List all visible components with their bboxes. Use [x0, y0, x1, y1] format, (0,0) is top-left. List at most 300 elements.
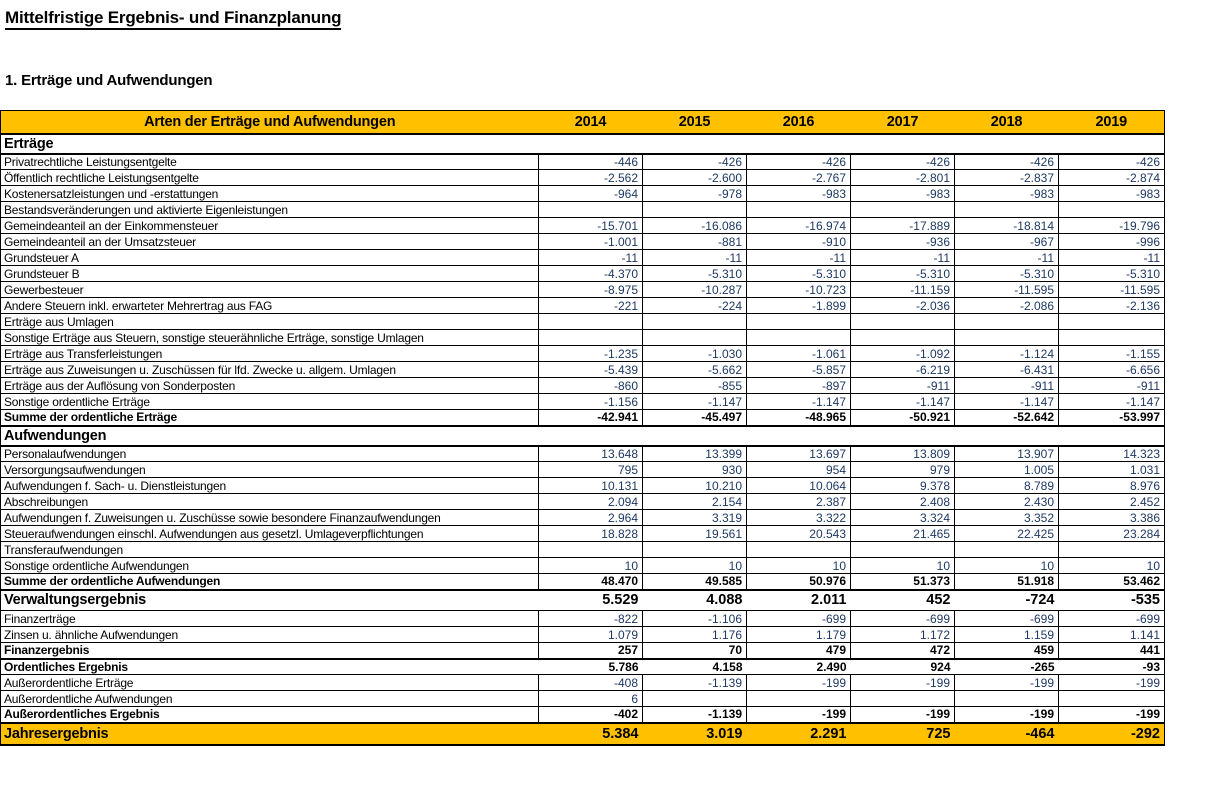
row-label: Erträge aus Zuweisungen u. Zuschüssen für lfd. Zwecke u. allgem. Umlagen: [1, 362, 539, 378]
cell-value: 2.291: [747, 723, 851, 745]
row-label: Gewerbesteuer: [1, 282, 539, 298]
cell-value: -8.975: [539, 282, 643, 298]
cell-value: -983: [955, 186, 1059, 202]
cell-value: 10: [955, 558, 1059, 574]
row-label: Abschreibungen: [1, 494, 539, 510]
cell-value: -16.086: [643, 218, 747, 234]
cell-value: -1.106: [643, 611, 747, 627]
cell-value: -2.801: [851, 170, 955, 186]
cell-value: 10: [539, 558, 643, 574]
row-label: Transferaufwendungen: [1, 542, 539, 558]
cell-value: -2.036: [851, 298, 955, 314]
cell-value: 48.470: [539, 574, 643, 590]
cell-value: -2.562: [539, 170, 643, 186]
cell-value: 23.284: [1059, 526, 1165, 542]
cell-value: -224: [643, 298, 747, 314]
cell-value: -2.136: [1059, 298, 1165, 314]
cell-value: -964: [539, 186, 643, 202]
cell-value: 3.019: [643, 723, 747, 745]
cell-value: -910: [747, 234, 851, 250]
cell-value: -1.147: [747, 394, 851, 410]
cell-value: 2.430: [955, 494, 1059, 510]
cell-value: -1.156: [539, 394, 643, 410]
cell-value: -5.310: [747, 266, 851, 282]
cell-value: 8.789: [955, 478, 1059, 494]
cell-value: 10.210: [643, 478, 747, 494]
row-label: Aufwendungen f. Zuweisungen u. Zuschüsse sowie besondere Finanzaufwendungen: [1, 510, 539, 526]
cell-value: 6: [539, 691, 643, 707]
table-header-label: Arten der Erträge und Aufwendungen: [1, 111, 539, 134]
cell-value: [851, 314, 955, 330]
year-column-header: 2014: [539, 111, 643, 134]
cell-value: -402: [539, 707, 643, 723]
row-label: Personalaufwendungen: [1, 446, 539, 462]
cell-value: -426: [643, 154, 747, 170]
table-row: [1, 526, 1165, 542]
cell-value: -199: [747, 675, 851, 691]
cell-value: [747, 314, 851, 330]
cell-value: -42.941: [539, 410, 643, 426]
cell-value: 1.179: [747, 627, 851, 643]
cell-value: [1059, 691, 1165, 707]
cell-value: -10.287: [643, 282, 747, 298]
table-row: [1, 558, 1165, 574]
year-column-header: 2017: [851, 111, 955, 134]
cell-value: -2.837: [955, 170, 1059, 186]
row-label: Erträge: [1, 134, 539, 154]
row-label: Öffentlich rechtliche Leistungsentgelte: [1, 170, 539, 186]
cell-value: 452: [851, 590, 955, 611]
cell-value: -5.857: [747, 362, 851, 378]
table-row: [1, 218, 1165, 234]
cell-value: -1.001: [539, 234, 643, 250]
table-row: [1, 314, 1165, 330]
table-row: [1, 170, 1165, 186]
cell-value: -983: [851, 186, 955, 202]
cell-value: -11: [1059, 250, 1165, 266]
cell-value: -11: [955, 250, 1059, 266]
cell-value: [643, 202, 747, 218]
cell-value: -426: [747, 154, 851, 170]
table-row: [1, 346, 1165, 362]
cell-value: -2.600: [643, 170, 747, 186]
cell-value: -699: [1059, 611, 1165, 627]
table-row: [1, 446, 1165, 462]
cell-value: 795: [539, 462, 643, 478]
table-row: [1, 202, 1165, 218]
cell-value: [955, 134, 1059, 154]
cell-value: -699: [955, 611, 1059, 627]
cell-value: [747, 330, 851, 346]
cell-value: -10.723: [747, 282, 851, 298]
cell-value: -860: [539, 378, 643, 394]
table-row: [1, 723, 1165, 745]
cell-value: [747, 134, 851, 154]
cell-value: -52.642: [955, 410, 1059, 426]
year-column-header: 2016: [747, 111, 851, 134]
row-label: Finanzergebnis: [1, 643, 539, 659]
cell-value: 14.323: [1059, 446, 1165, 462]
cell-value: -16.974: [747, 218, 851, 234]
row-label: Summe der ordentliche Erträge: [1, 410, 539, 426]
cell-value: -996: [1059, 234, 1165, 250]
cell-value: -1.147: [643, 394, 747, 410]
cell-value: 2.964: [539, 510, 643, 526]
cell-value: -983: [747, 186, 851, 202]
cell-value: 1.031: [1059, 462, 1165, 478]
cell-value: -50.921: [851, 410, 955, 426]
cell-value: 10: [643, 558, 747, 574]
cell-value: -446: [539, 154, 643, 170]
table-row: [1, 574, 1165, 590]
cell-value: 51.918: [955, 574, 1059, 590]
cell-value: -978: [643, 186, 747, 202]
cell-value: -1.030: [643, 346, 747, 362]
cell-value: [539, 134, 643, 154]
cell-value: 10: [851, 558, 955, 574]
cell-value: -5.310: [851, 266, 955, 282]
table-row: [1, 510, 1165, 526]
year-column-header: 2018: [955, 111, 1059, 134]
cell-value: 472: [851, 643, 955, 659]
cell-value: -426: [851, 154, 955, 170]
table-row: [1, 330, 1165, 346]
cell-value: [643, 542, 747, 558]
table-row: [1, 691, 1165, 707]
cell-value: 8.976: [1059, 478, 1165, 494]
cell-value: [1059, 426, 1165, 446]
row-label: Zinsen u. ähnliche Aufwendungen: [1, 627, 539, 643]
cell-value: -1.139: [643, 675, 747, 691]
row-label: Sonstige Erträge aus Steuern, sonstige steuerähnliche Erträge, sonstige Umlagen: [1, 330, 539, 346]
cell-value: 3.322: [747, 510, 851, 526]
cell-value: -1.235: [539, 346, 643, 362]
cell-value: 53.462: [1059, 574, 1165, 590]
cell-value: [1059, 330, 1165, 346]
cell-value: [955, 330, 1059, 346]
cell-value: 9.378: [851, 478, 955, 494]
cell-value: -1.147: [955, 394, 1059, 410]
cell-value: -93: [1059, 659, 1165, 675]
cell-value: 1.141: [1059, 627, 1165, 643]
cell-value: -855: [643, 378, 747, 394]
cell-value: [851, 202, 955, 218]
cell-value: -967: [955, 234, 1059, 250]
cell-value: -199: [851, 707, 955, 723]
cell-value: [851, 134, 955, 154]
section-row: [1, 134, 1165, 154]
row-label: Grundsteuer A: [1, 250, 539, 266]
cell-value: 70: [643, 643, 747, 659]
table-row: [1, 675, 1165, 691]
cell-value: 1.159: [955, 627, 1059, 643]
cell-value: -936: [851, 234, 955, 250]
cell-value: 22.425: [955, 526, 1059, 542]
table-row: [1, 627, 1165, 643]
cell-value: 2.408: [851, 494, 955, 510]
cell-value: [539, 202, 643, 218]
cell-value: 4.088: [643, 590, 747, 611]
cell-value: [1059, 542, 1165, 558]
cell-value: 924: [851, 659, 955, 675]
table-row: [1, 611, 1165, 627]
cell-value: -53.997: [1059, 410, 1165, 426]
row-label: Aufwendungen: [1, 426, 539, 446]
cell-value: -699: [747, 611, 851, 627]
cell-value: 51.373: [851, 574, 955, 590]
cell-value: -822: [539, 611, 643, 627]
cell-value: 1.176: [643, 627, 747, 643]
cell-value: [747, 691, 851, 707]
cell-value: 2.387: [747, 494, 851, 510]
cell-value: 3.386: [1059, 510, 1165, 526]
row-label: Kostenersatzleistungen und -erstattungen: [1, 186, 539, 202]
table-row: [1, 154, 1165, 170]
cell-value: -11: [539, 250, 643, 266]
cell-value: -911: [851, 378, 955, 394]
year-column-header: 2019: [1059, 111, 1165, 134]
cell-value: -199: [955, 675, 1059, 691]
cell-value: -11.159: [851, 282, 955, 298]
cell-value: -2.874: [1059, 170, 1165, 186]
cell-value: [539, 426, 643, 446]
row-label: Sonstige ordentliche Erträge: [1, 394, 539, 410]
cell-value: 459: [955, 643, 1059, 659]
cell-value: -45.497: [643, 410, 747, 426]
cell-value: -2.086: [955, 298, 1059, 314]
cell-value: [955, 202, 1059, 218]
row-label: Jahresergebnis: [1, 723, 539, 745]
cell-value: 1.172: [851, 627, 955, 643]
cell-value: 5.786: [539, 659, 643, 675]
cell-value: [643, 314, 747, 330]
row-label: Aufwendungen f. Sach- u. Dienstleistungen: [1, 478, 539, 494]
cell-value: -1.147: [1059, 394, 1165, 410]
table-row: [1, 282, 1165, 298]
table-row: [1, 378, 1165, 394]
cell-value: [539, 314, 643, 330]
cell-value: 20.543: [747, 526, 851, 542]
cell-value: -426: [955, 154, 1059, 170]
cell-value: [747, 542, 851, 558]
cell-value: -911: [1059, 378, 1165, 394]
cell-value: [955, 314, 1059, 330]
cell-value: 2.154: [643, 494, 747, 510]
cell-value: -199: [955, 707, 1059, 723]
table-row: [1, 707, 1165, 723]
cell-value: 49.585: [643, 574, 747, 590]
cell-value: -535: [1059, 590, 1165, 611]
cell-value: -18.814: [955, 218, 1059, 234]
cell-value: 3.319: [643, 510, 747, 526]
cell-value: 10.064: [747, 478, 851, 494]
table-row: [1, 462, 1165, 478]
cell-value: [643, 426, 747, 446]
row-label: Erträge aus Transferleistungen: [1, 346, 539, 362]
cell-value: -199: [747, 707, 851, 723]
cell-value: -11: [643, 250, 747, 266]
cell-value: 18.828: [539, 526, 643, 542]
table-row: [1, 394, 1165, 410]
cell-value: 1.005: [955, 462, 1059, 478]
cell-value: -2.767: [747, 170, 851, 186]
table-row: [1, 542, 1165, 558]
table-row: [1, 494, 1165, 510]
page-title: [5, 8, 1205, 28]
table-row: [1, 659, 1165, 675]
cell-value: 725: [851, 723, 955, 745]
cell-value: [643, 330, 747, 346]
cell-value: -17.889: [851, 218, 955, 234]
cell-value: [1059, 134, 1165, 154]
table-row: [1, 362, 1165, 378]
table-row: [1, 478, 1165, 494]
row-label: Verwaltungsergebnis: [1, 590, 539, 611]
row-label: Gemeindeanteil an der Einkommensteuer: [1, 218, 539, 234]
cell-value: -1.147: [851, 394, 955, 410]
cell-value: -6.219: [851, 362, 955, 378]
cell-value: 1.079: [539, 627, 643, 643]
cell-value: 930: [643, 462, 747, 478]
table-row: [1, 266, 1165, 282]
cell-value: -5.310: [1059, 266, 1165, 282]
cell-value: 13.648: [539, 446, 643, 462]
cell-value: 13.809: [851, 446, 955, 462]
cell-value: [955, 426, 1059, 446]
cell-value: 4.158: [643, 659, 747, 675]
cell-value: -15.701: [539, 218, 643, 234]
cell-value: [851, 426, 955, 446]
row-label: Finanzerträge: [1, 611, 539, 627]
cell-value: -4.370: [539, 266, 643, 282]
cell-value: [955, 691, 1059, 707]
section-row: [1, 426, 1165, 446]
row-label: Sonstige ordentliche Aufwendungen: [1, 558, 539, 574]
cell-value: -199: [1059, 707, 1165, 723]
cell-value: [747, 202, 851, 218]
year-column-header: 2015: [643, 111, 747, 134]
cell-value: -48.965: [747, 410, 851, 426]
table-body: [1, 134, 1165, 745]
row-label: Versorgungsaufwendungen: [1, 462, 539, 478]
cell-value: -5.310: [643, 266, 747, 282]
table-row: [1, 410, 1165, 426]
cell-value: 13.697: [747, 446, 851, 462]
cell-value: 13.399: [643, 446, 747, 462]
cell-value: 3.352: [955, 510, 1059, 526]
cell-value: 979: [851, 462, 955, 478]
cell-value: -1.092: [851, 346, 955, 362]
table-row: [1, 186, 1165, 202]
row-label: Außerordentliche Aufwendungen: [1, 691, 539, 707]
cell-value: -11: [747, 250, 851, 266]
cell-value: [1059, 202, 1165, 218]
page-title-text: Mittelfristige Ergebnis- und Finanzplanung: [5, 8, 341, 30]
cell-value: -5.439: [539, 362, 643, 378]
row-label: Summe der ordentliche Aufwendungen: [1, 574, 539, 590]
cell-value: -1.139: [643, 707, 747, 723]
row-label: Steueraufwendungen einschl. Aufwendungen aus gesetzl. Umlageverpflichtungen: [1, 526, 539, 542]
cell-value: -724: [955, 590, 1059, 611]
cell-value: -1.061: [747, 346, 851, 362]
row-label: Ordentliches Ergebnis: [1, 659, 539, 675]
cell-value: -11.595: [955, 282, 1059, 298]
cell-value: [747, 426, 851, 446]
row-label: Gemeindeanteil an der Umsatzsteuer: [1, 234, 539, 250]
row-label: Privatrechtliche Leistungsentgelte: [1, 154, 539, 170]
row-label: Außerordentliche Erträge: [1, 675, 539, 691]
cell-value: -426: [1059, 154, 1165, 170]
cell-value: 5.529: [539, 590, 643, 611]
cell-value: 10: [747, 558, 851, 574]
cell-value: 257: [539, 643, 643, 659]
cell-value: -292: [1059, 723, 1165, 745]
cell-value: [643, 691, 747, 707]
row-label: Grundsteuer B: [1, 266, 539, 282]
table-header-row: [1, 111, 1165, 134]
cell-value: [643, 134, 747, 154]
cell-value: 2.094: [539, 494, 643, 510]
cell-value: -5.310: [955, 266, 1059, 282]
cell-value: -699: [851, 611, 955, 627]
cell-value: -11.595: [1059, 282, 1165, 298]
cell-value: 2.490: [747, 659, 851, 675]
table-row: [1, 590, 1165, 611]
table-row: [1, 250, 1165, 266]
section-heading: 1. Erträge und Aufwendungen: [5, 72, 213, 89]
cell-value: 954: [747, 462, 851, 478]
cell-value: -881: [643, 234, 747, 250]
cell-value: -911: [955, 378, 1059, 394]
cell-value: 2.011: [747, 590, 851, 611]
cell-value: -199: [851, 675, 955, 691]
cell-value: [539, 542, 643, 558]
cell-value: 10: [1059, 558, 1165, 574]
row-label: Bestandsveränderungen und aktivierte Eigenleistungen: [1, 202, 539, 218]
cell-value: -1.155: [1059, 346, 1165, 362]
cell-value: 2.452: [1059, 494, 1165, 510]
cell-value: 3.324: [851, 510, 955, 526]
table-row: [1, 298, 1165, 314]
cell-value: 441: [1059, 643, 1165, 659]
cell-value: -221: [539, 298, 643, 314]
cell-value: -464: [955, 723, 1059, 745]
table-row: [1, 234, 1165, 250]
cell-value: -408: [539, 675, 643, 691]
cell-value: -983: [1059, 186, 1165, 202]
finance-table: [0, 110, 1165, 746]
cell-value: -5.662: [643, 362, 747, 378]
cell-value: -199: [1059, 675, 1165, 691]
cell-value: [851, 330, 955, 346]
row-label: Erträge aus der Auflösung von Sonderposten: [1, 378, 539, 394]
cell-value: -897: [747, 378, 851, 394]
cell-value: -19.796: [1059, 218, 1165, 234]
row-label: Außerordentliches Ergebnis: [1, 707, 539, 723]
table-row: [1, 643, 1165, 659]
cell-value: -265: [955, 659, 1059, 675]
row-label: Erträge aus Umlagen: [1, 314, 539, 330]
cell-value: [539, 330, 643, 346]
cell-value: 479: [747, 643, 851, 659]
cell-value: -6.656: [1059, 362, 1165, 378]
cell-value: [851, 542, 955, 558]
cell-value: [955, 542, 1059, 558]
cell-value: 19.561: [643, 526, 747, 542]
cell-value: 5.384: [539, 723, 643, 745]
cell-value: 10.131: [539, 478, 643, 494]
row-label: Andere Steuern inkl. erwarteter Mehrertrag aus FAG: [1, 298, 539, 314]
